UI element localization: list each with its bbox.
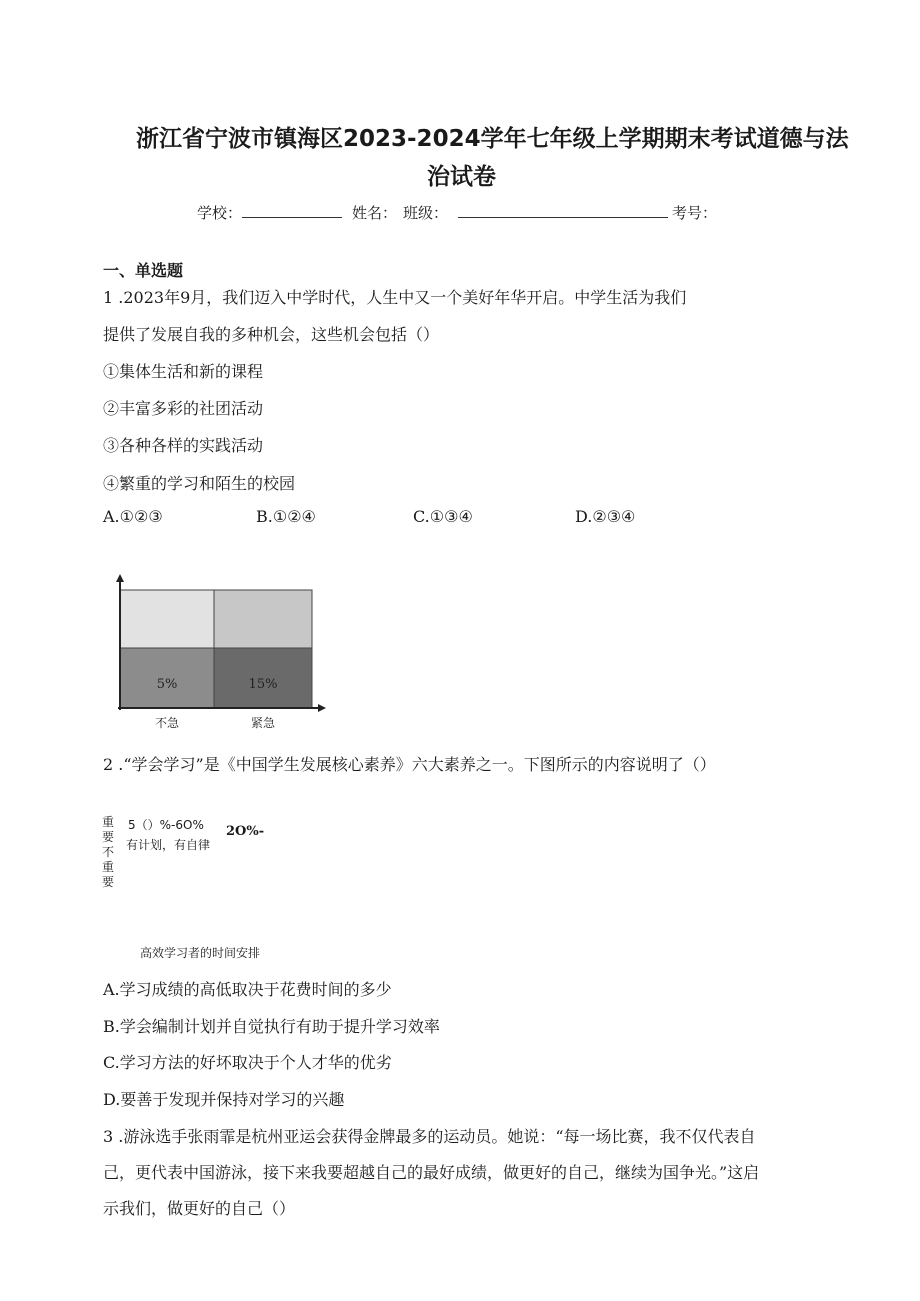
exam-no-field <box>672 202 717 223</box>
exam-title-line1: 浙江省宁波市镇海区2023-2024学年七年级上学期期末考试道德与法 <box>136 126 849 152</box>
matrix-cell-value: 5% <box>156 677 178 692</box>
time-matrix-figure <box>100 572 340 742</box>
section-title: 一、单选题 <box>103 261 184 280</box>
q1-item: ③各种各样的实践活动 <box>103 436 264 455</box>
q1-stem-line2: 提供了发展自我的多种机会，这些机会包括（） <box>103 325 440 344</box>
q2-option-a: A.学习成绩的高低取决于花费时间的多少 <box>103 980 392 999</box>
exam-title-line2: 治试卷 <box>427 164 496 190</box>
school-label: 学校： <box>197 204 243 222</box>
figure-note-percent: 5（）%-6O% <box>128 818 204 832</box>
matrix-x-label: 不急 <box>154 716 180 730</box>
x-axis-arrow-icon <box>318 704 326 712</box>
school-field <box>197 202 342 223</box>
q3-stem-line1: 3 .游泳选手张雨霏是杭州亚运会获得金牌最多的运动员。她说：“每一场比赛，我不仅代表自 <box>103 1127 756 1146</box>
class-label: 班级： <box>403 204 449 222</box>
exam-no-label: 考号： <box>672 204 718 222</box>
y-axis-arrow-icon <box>116 574 124 582</box>
school-blank <box>242 203 342 218</box>
figure-note-20: 2O%- <box>226 824 265 839</box>
q1-option-b: B.①②④ <box>256 507 316 526</box>
q2-option-c: C.学习方法的好坏取决于个人才华的优劣 <box>103 1053 392 1072</box>
class-field <box>403 202 668 223</box>
q2-option-b: B.学会编制计划并自觉执行有助于提升学习效率 <box>103 1017 440 1036</box>
q1-stem-line1: 1 .2023年9月，我们迈入中学时代，人生中又一个美好年华开启。中学生活为我们 <box>103 288 687 307</box>
matrix-cell-important-urgent <box>214 590 312 648</box>
side-char: 要 <box>101 830 114 844</box>
matrix-cell-important-not-urgent <box>120 590 214 648</box>
side-char: 要 <box>101 875 114 889</box>
side-char: 重 <box>101 860 114 874</box>
q1-option-c: C.①③④ <box>413 507 473 526</box>
side-char: 不 <box>101 845 114 859</box>
figure-caption: 高效学习者的时间安排 <box>140 946 261 960</box>
q1-item: ④繁重的学习和陌生的校园 <box>103 474 296 493</box>
q2-option-d: D.要善于发现并保持对学习的兴趣 <box>103 1090 345 1109</box>
q3-stem-line2: 己，更代表中国游泳，接下来我要超越自己的最好成绩，做更好的自己，继续为国争光。”这启 <box>103 1163 760 1182</box>
q1-option-a: A.①②③ <box>103 507 163 526</box>
matrix-x-label: 紧急 <box>250 716 276 730</box>
side-char: 重 <box>101 815 114 829</box>
figure-note-plan: 有计划，有自律 <box>126 838 211 852</box>
name-field <box>352 202 397 223</box>
figure-side-label <box>101 815 115 890</box>
matrix-cell-value: 15% <box>248 677 278 692</box>
q2-stem: 2 .“学会学习”是《中国学生发展核心素养》六大素养之一。下图所示的内容说明了（） <box>103 755 716 774</box>
name-label: 姓名： <box>352 204 398 222</box>
q1-item: ①集体生活和新的课程 <box>103 362 264 381</box>
class-blank <box>458 203 668 218</box>
q3-stem-line3: 示我们，做更好的自己（） <box>103 1199 296 1218</box>
q1-option-d: D.②③④ <box>575 507 636 526</box>
q1-item: ②丰富多彩的社团活动 <box>103 399 264 418</box>
